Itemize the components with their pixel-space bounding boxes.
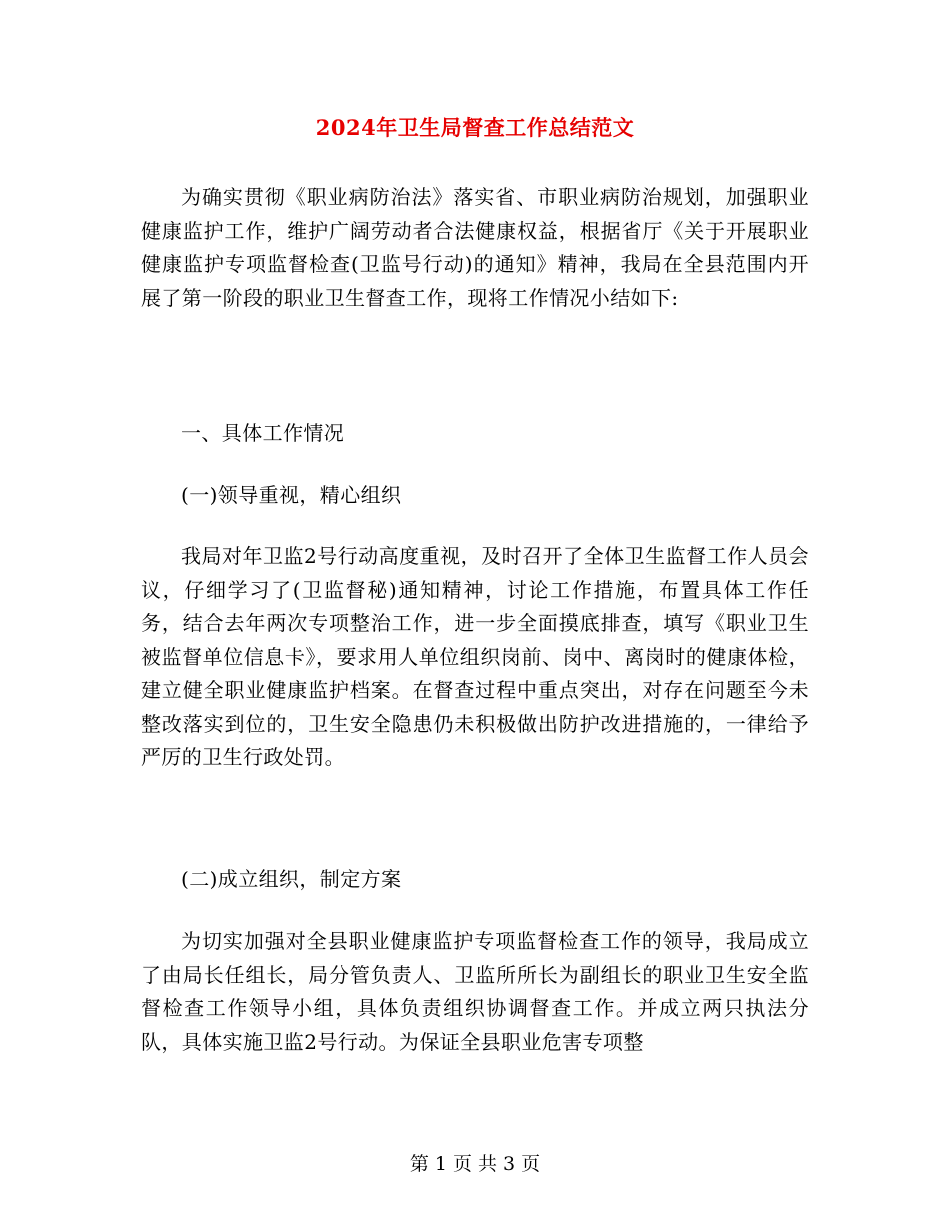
document-body-section-1	[141, 417, 809, 451]
document-body-subsection-1	[141, 479, 809, 513]
subsection-heading-2: (二)成立组织，制定方案	[181, 867, 402, 891]
section-heading-1: 一、具体工作情况	[181, 421, 345, 445]
document-title: 2024年卫生局督查工作总结范文	[315, 115, 635, 140]
document-body-paragraph-3	[141, 925, 809, 1059]
document-body-subsection-2	[141, 863, 809, 897]
page-number-footer: 第 1 页 共 3 页	[409, 1153, 541, 1175]
document-body	[141, 181, 809, 315]
body-paragraph-leadership: 我局对年卫监2号行动高度重视，及时召开了全体卫生监督工作人员会议，仔细学习了(卫监督秘)通知精神，讨论工作措施，布置具体工作任务，结合去年两次专项整治工作，进一步全面摸底排查，填写《职业卫生被监督单位信息卡》，要求用人单位组织岗前、岗中、离岗时的健康体检，建立健全职业健康监护档案。在督查过程中重点突出，对存在问题至今未整改落实到位的，卫生安全隐患仍未积极做出防护改进措施的，一律给予严厉的卫生行政处罚。	[141, 544, 809, 769]
subsection-heading-1: (一)领导重视，精心组织	[181, 483, 402, 507]
document-body-paragraph-2	[141, 540, 809, 775]
body-paragraph-organization: 为切实加强对全县职业健康监护专项监督检查工作的领导，我局成立了由局长任组长，局分管负责人、卫监所所长为副组长的职业卫生安全监督检查工作领导小组，具体负责组织协调督查工作。并成立两只执法分队，具体实施卫监2号行动。为保证全县职业危害专项整	[141, 929, 809, 1054]
intro-paragraph: 为确实贯彻《职业病防治法》落实省、市职业病防治规划，加强职业健康监护工作，维护广阔劳动者合法健康权益，根据省厅《关于开展职业健康监护专项监督检查(卫监号行动)的通知》精神，我局在全县范围内开展了第一阶段的职业卫生督查工作，现将工作情况小结如下:	[141, 185, 809, 310]
